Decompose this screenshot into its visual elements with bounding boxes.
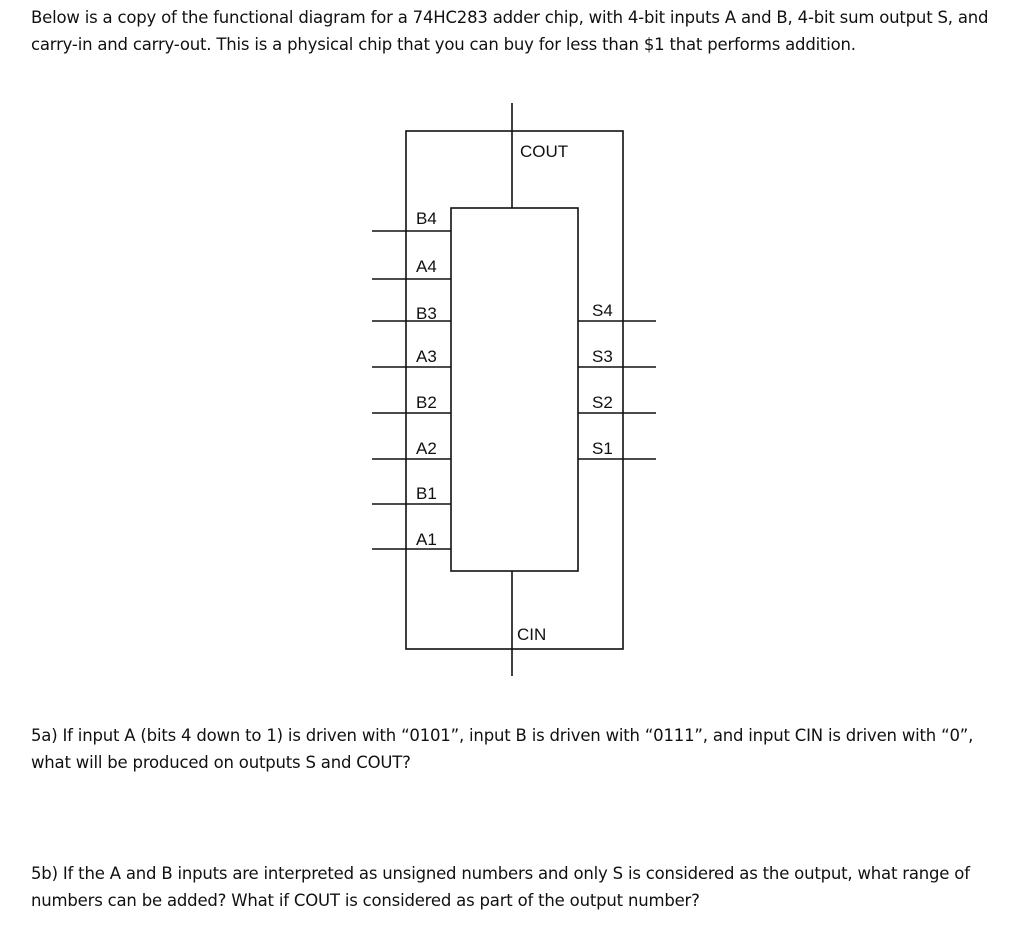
cout-label: COUT bbox=[520, 142, 569, 161]
pin-label-a4: A4 bbox=[416, 257, 437, 276]
question-5a: 5a) If input A (bits 4 down to 1) is driven with “0101”, input B is driven with “0111”, and input CIN is driven with “0”, what will be produced on outputs S and COUT? bbox=[31, 726, 974, 772]
pin-label-a1: A1 bbox=[416, 530, 437, 549]
pin-label-b3: B3 bbox=[416, 304, 437, 323]
cin-label: CIN bbox=[517, 625, 547, 644]
inner-box bbox=[451, 208, 578, 571]
pin-label-s1: S1 bbox=[592, 439, 613, 458]
pin-label-b1: B1 bbox=[416, 484, 437, 503]
pin-label-s3: S3 bbox=[592, 347, 613, 366]
pin-label-a3: A3 bbox=[416, 347, 437, 366]
pin-label-b4: B4 bbox=[416, 209, 437, 228]
pin-label-s4: S4 bbox=[592, 301, 613, 320]
intro-paragraph: Below is a copy of the functional diagram for a 74HC283 adder chip, with 4-bit inputs A and B, 4-bit sum output S, and carry-in and carry-out. This is a physical chip that you can buy for less than $1 that performs addition. bbox=[31, 8, 989, 54]
pin-label-b2: B2 bbox=[416, 393, 437, 412]
pin-label-s2: S2 bbox=[592, 393, 613, 412]
question-5b: 5b) If the A and B inputs are interpreted as unsigned numbers and only S is considered as the output, what range of numbers can be added? What if COUT is considered as part of the output number? bbox=[31, 864, 970, 910]
pin-label-a2: A2 bbox=[416, 439, 437, 458]
